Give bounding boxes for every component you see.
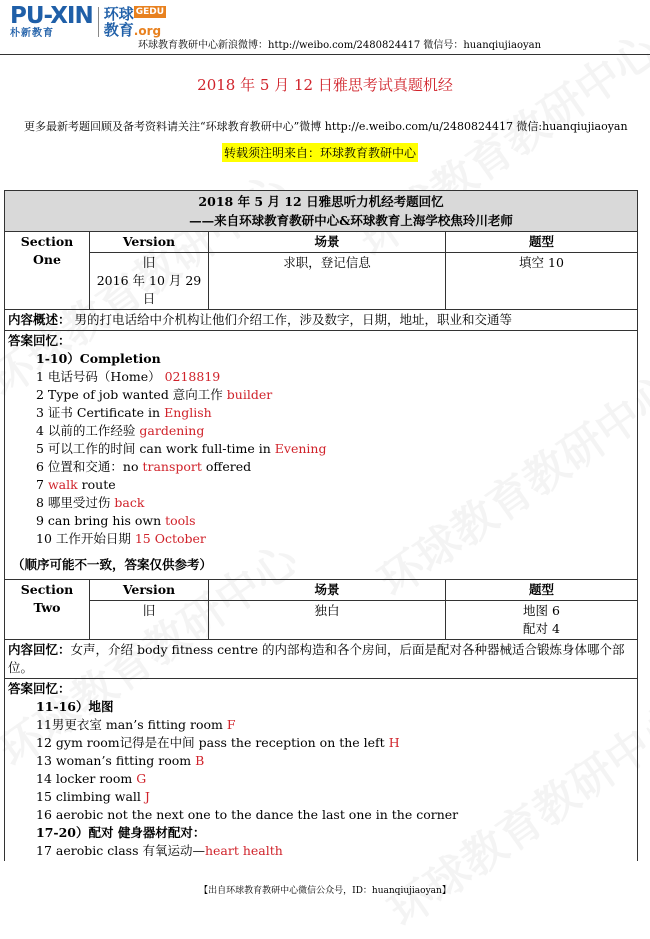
answer-item (8, 458, 634, 476)
answer-item (8, 440, 634, 458)
answer-value: G (136, 771, 147, 786)
answer-item (8, 422, 634, 440)
answer-prompt: 7 (36, 477, 48, 492)
gedu-logo: 环球 GEDU 教育.org (103, 4, 165, 39)
answer-prompt: 10 工作开始日期 (36, 531, 135, 546)
follow-notice: 更多最新考题回顾及备考资料请关注“环球教育教研中心”微博 http://e.weibo.com/u/2480824417 微信:huanqiujiaoyan (24, 120, 628, 133)
section-two-info-row (5, 601, 638, 640)
answer-prompt: 8 哪里受过伤 (36, 495, 115, 510)
answer-item (8, 404, 634, 422)
section-two-summary-row (5, 640, 638, 679)
section-two-matching-answers (8, 842, 634, 860)
answer-value: 15 October (134, 531, 206, 546)
section-one-header-row (5, 232, 638, 253)
table-title-row (5, 191, 638, 232)
answer-value: heart health (204, 843, 283, 858)
answer-value: English (164, 405, 212, 420)
answer-value: H (388, 735, 400, 750)
answer-suffix: offered (201, 459, 252, 474)
answer-value: walk (47, 477, 78, 492)
answer-item (8, 734, 634, 752)
section-one-scene: 求职，登记信息 (209, 253, 446, 310)
brand-logo (10, 5, 166, 39)
answer-item (8, 368, 634, 386)
answer-prompt: 1 电话号码（Home） (36, 369, 165, 384)
answer-value: back (114, 495, 145, 510)
answer-item (8, 770, 634, 788)
answer-item (8, 530, 634, 548)
answer-prompt: 2 Type of job wanted 意向工作 (36, 387, 227, 402)
col-version: Version (90, 232, 209, 253)
answer-prompt: 5 可以工作的时间 can work full-time in (36, 441, 275, 456)
answer-prompt: 11男更衣室 man’s fitting room (36, 717, 227, 732)
section-two-summary: 内容回忆：女声，介绍 body fitness centre 的内部构造和各个房间，后面是配对各种器械适合锻炼身体哪个部位。 (5, 640, 638, 679)
section-two-answers: 答案回忆： 11-16）地图 11男更衣室 man’s fitting room F 12 gym room记得是在中间 pass the reception on the left H 13 woman’s fitting room B 14 locker room G 15 climbing wall J 16 aerobic not the next one to the dance the last one in the corner 17-20）配对 健身器材配对： 17 aerobic class 有氧运动—heart health (5, 679, 638, 862)
col-scene: 场景 (209, 232, 446, 253)
answer-prompt: 13 woman’s fitting room (36, 753, 196, 768)
section-two-version: 旧 (90, 601, 209, 640)
answer-value: 0218819 (164, 369, 221, 384)
section-two-header-row (5, 580, 638, 601)
logo-divider (98, 7, 99, 37)
answer-item (8, 386, 634, 404)
header-divider (0, 54, 650, 55)
answer-value: J (144, 789, 150, 804)
section-two-map-answers (8, 716, 634, 824)
listening-table (4, 190, 638, 861)
footer-note: 【出自环球教育教研中心微信公众号，ID：huanqiujiaoyan】 (199, 886, 451, 896)
col-type: 题型 (446, 232, 638, 253)
answer-item (8, 512, 634, 530)
answer-value: transport (142, 459, 202, 474)
section-one-version: 旧 2016 年 10 月 29 日 (90, 253, 209, 310)
table-title: 2018 年 5 月 12 日雅思听力机经考题回忆 ——来自环球教育教研中心&环球教育上海学校焦玲川老师 (5, 191, 638, 232)
section-one-info-row (5, 253, 638, 310)
section-one-answers-row (5, 331, 638, 580)
section-two-answers-row (5, 679, 638, 862)
answer-value: builder (226, 387, 273, 402)
answer-prompt: 4 以前的工作经验 (36, 423, 140, 438)
col-version: Version (90, 580, 209, 601)
answer-prompt: 9 can bring his own (36, 513, 166, 528)
section-one-summary: 内容概述： 男的打电话给中介机构让他们介绍工作，涉及数字，日期，地址，职业和交通等 (5, 310, 638, 331)
answer-value: gardening (139, 423, 205, 438)
answer-prompt: 12 gym room记得是在中间 pass the reception on the left (36, 735, 389, 750)
answer-item (8, 494, 634, 512)
section-one-answers: 答案回忆： 1-10）Completion 1 电话号码（Home） 0218819 2 Type of job wanted 意向工作 builder 3 证书 Certificate in English 4 以前的工作经验 gardening 5 可以工作的时间 can work full-time in Evening 6 位置和交通：no transport offered 7 walk route 8 哪里受过伤 back 9 can bring his own tools 10 工作开始日期 15 October （顺序可能不一致，答案仅供参考） (5, 331, 638, 580)
section-two-label: Section Two (5, 580, 90, 640)
answer-value: B (195, 753, 205, 768)
answer-value: Evening (274, 441, 327, 456)
answer-prompt: 15 climbing wall (36, 789, 145, 804)
answer-item (8, 806, 634, 824)
section-one-answer-list (8, 368, 634, 548)
answer-suffix: route (77, 477, 116, 492)
section-two-type: 地图 6 配对 4 (446, 601, 638, 640)
answer-item (8, 752, 634, 770)
answer-prompt: 6 位置和交通：no (36, 459, 143, 474)
section-one-label: Section One (5, 232, 90, 310)
answer-prompt: 16 aerobic not the next one to the dance the last one in the corner (36, 807, 459, 822)
answer-prompt: 3 证书 Certificate in (36, 405, 165, 420)
section-one-type: 填空 10 (446, 253, 638, 310)
repost-notice: 转载须注明来自：环球教育教研中心 (222, 143, 418, 162)
answer-item (8, 716, 634, 734)
answer-prompt: 17 aerobic class 有氧运动— (36, 843, 205, 858)
section-one-summary-row (5, 310, 638, 331)
answer-item (8, 476, 634, 494)
page-title: 2018 年 5 月 12 日雅思考试真题机经 (197, 76, 453, 94)
header-info: 环球教育教研中心新浪微博：http://weibo.com/2480824417 微信号：huanqiujiaoyan (138, 40, 542, 51)
answer-item (8, 788, 634, 806)
puxin-logo: PU-XIN 朴新教育 (10, 3, 93, 39)
answer-item (8, 842, 634, 860)
answer-value: tools (165, 513, 196, 528)
section-two-scene: 独白 (209, 601, 446, 640)
col-scene: 场景 (209, 580, 446, 601)
answer-value: F (226, 717, 236, 732)
col-type: 题型 (446, 580, 638, 601)
answer-prompt: 14 locker room (36, 771, 137, 786)
